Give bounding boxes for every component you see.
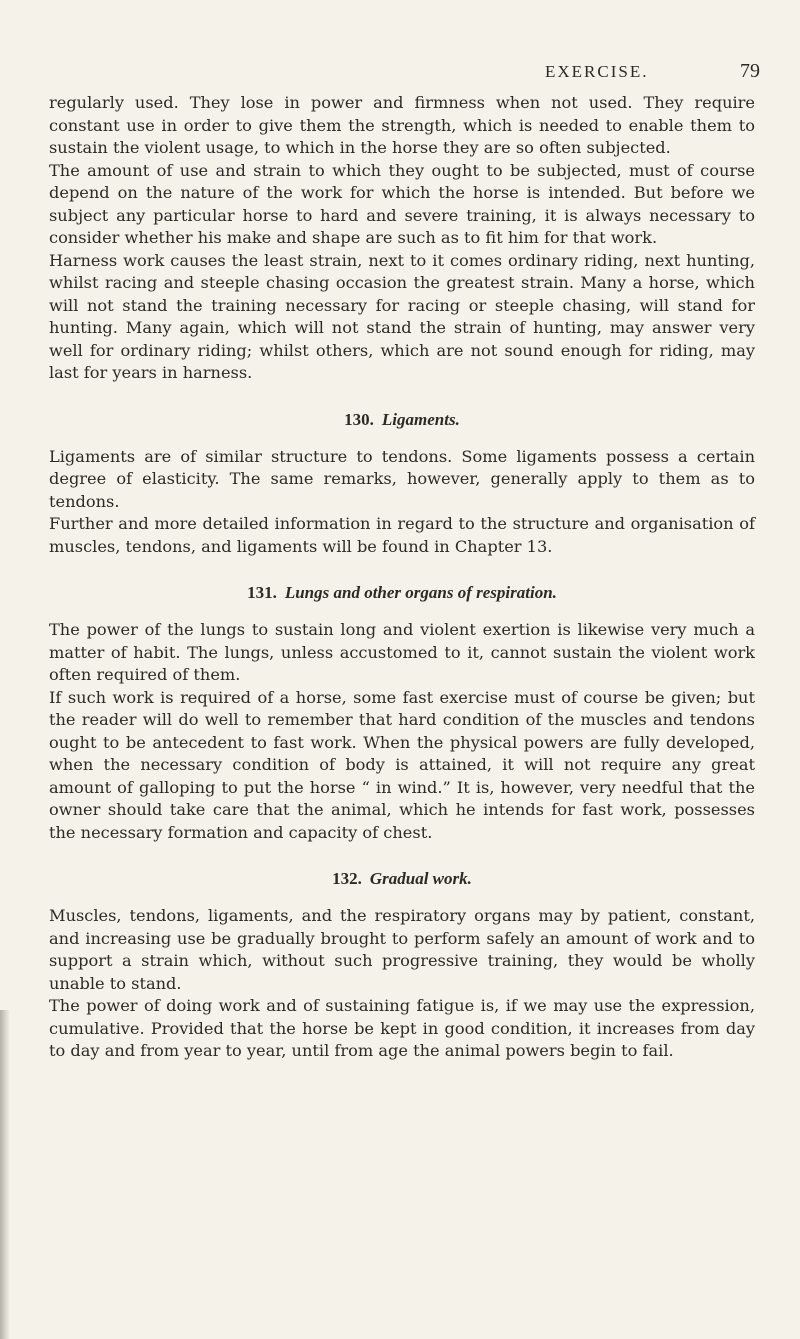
section-number: 131.	[247, 583, 277, 602]
section-heading-132	[49, 869, 755, 889]
running-head-title: EXERCISE.	[545, 62, 649, 81]
section-heading-131	[49, 583, 755, 603]
paragraph: regularly used. They lose in power and firmness when not used. They require constant use in order to give them the strength, which is needed to enable them to sustain the violent usage, to which in the horse they are so often subjected.	[49, 93, 755, 157]
paragraph: The amount of use and strain to which they ought to be subjected, must of course depend on the nature of the work for which the horse is intended. But before we subject any particular horse to hard and severe training, it is always necessary to consider whether his make and shape are such as to fit him for that work.	[49, 160, 755, 247]
section-heading-130	[49, 410, 755, 430]
paragraph: The power of doing work and of sustaining fatigue is, if we may use the expression, cumulative. Provided that the horse be kept in good condition, it increases from day to day and from year to year, until from age the animal powers begin to fail.	[49, 996, 755, 1060]
binding-shadow	[0, 1010, 10, 1339]
paragraph: Ligaments are of similar structure to tendons. Some ligaments possess a certain degree of elasticity. The same remarks, however, generally apply to them as to tendons.	[49, 446, 755, 511]
section-title: Lungs and other organs of respiration.	[284, 583, 557, 602]
page-body	[49, 92, 755, 1063]
paragraph: The power of the lungs to sustain long and violent exertion is likewise very much a matter of habit. The lungs, unless accustomed to it, cannot sustain the violent work often required of them.	[49, 620, 755, 684]
paragraph: If such work is required of a horse, some fast exercise must of course be given; but the reader will do well to remember that hard condition of the muscles and tendons ought to be antecedent to fast work. When the physical powers are fully developed, when the necessary condition of body is attained, it will not require any great amount of galloping to put the horse “ in wind.” It is, however, very needful that the owner should take care that the animal, which he intends for fast work, possesses the necessary formation and capacity of chest.	[49, 687, 755, 842]
section-131-body	[49, 619, 755, 844]
section-number: 130.	[344, 409, 374, 429]
paragraph: Further and more detailed information in regard to the structure and organisation of muscles, tendons, and ligaments will be found in Chapter 13.	[49, 514, 755, 556]
section-132-body	[49, 905, 755, 1063]
section-title: Ligaments.	[381, 409, 460, 429]
section-title: Gradual work.	[369, 869, 472, 888]
section-number: 132.	[332, 869, 362, 888]
section-130-body	[49, 446, 755, 559]
running-head	[0, 62, 800, 92]
paragraph: Harness work causes the least strain, next to it comes ordinary riding, next hunting, whilst racing and steeple chasing occasion the greatest strain. Many a horse, which will not stand the training necessary for racing or steeple chasing, will stand for hunting. Many again, which will not stand the strain of hunting, may answer very well for ordinary riding; whilst others, which are not sound enough for riding, may last for years in harness.	[49, 250, 755, 382]
page-number: 79	[740, 60, 760, 82]
paragraph: Muscles, tendons, ligaments, and the respiratory organs may by patient, constant, and increasing use be gradually brought to perform safely an amount of work and to support a strain which, without such progressive training, they would be wholly unable to stand.	[49, 906, 755, 993]
intro-block	[49, 92, 755, 385]
